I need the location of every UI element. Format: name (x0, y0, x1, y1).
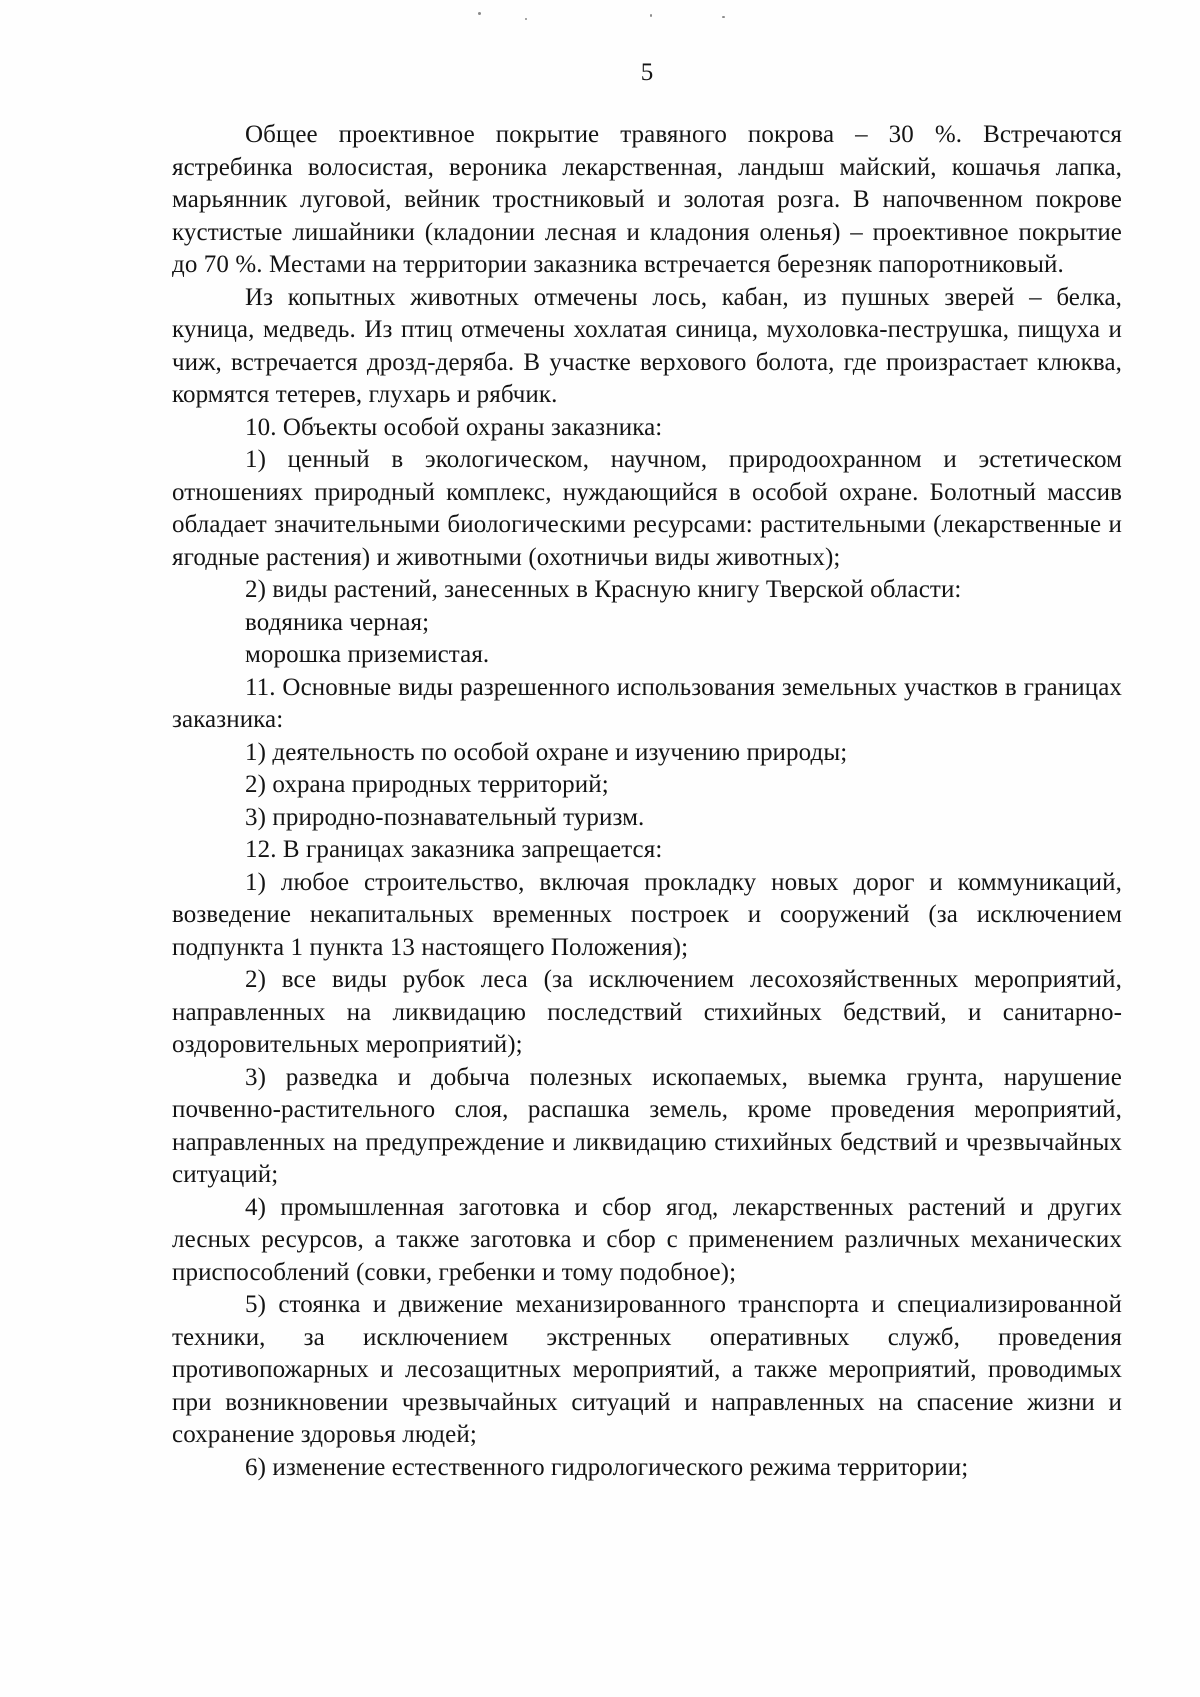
section-12-item-4: 4) промышленная заготовка и сбор ягод, лекарственных растений и других лесных ресурсов, а также заготовка и сбор с применением различных механических приспособлений (совки, гребенки и тому подобное); (172, 1193, 1122, 1286)
section-10-species-2: морошка приземистая. (245, 641, 490, 668)
section-12-heading: 12. В границах заказника запрещается: (245, 836, 663, 863)
scan-speck (722, 16, 725, 18)
section-11-heading: 11. Основные виды разрешенного использования земельных участков в границах заказника: (172, 673, 1122, 733)
section-12-item-3: 3) разведка и добыча полезных ископаемых, выемка грунта, нарушение почвенно-растительного слоя, распашка земель, кроме проведения мероприятий, направленных на предупреждение и ликвидацию стихийных бедствий и чрезвычайных ситуаций; (172, 1063, 1122, 1188)
section-10-item-1: 1) ценный в экологическом, научном, природоохранном и эстетическом отношениях природный комплекс, нуждающийся в особой охране. Болотный массив обладает значительными биологическими ресурсами: растительными (лекарственные и ягодные растения) и животными (охотничьи виды животных); (172, 446, 1122, 571)
section-10-heading: 10. Объекты особой охраны заказника: (245, 413, 663, 441)
scan-speck (478, 12, 481, 15)
section-12-item-6: 6) изменение естественного гидрологического режима территории; (245, 1453, 969, 1481)
paragraph-grass-cover: Общее проективное покрытие травяного покрова – 30 %. Встречаются ястребинка волосистая, вероника лекарственная, ландыш майский, кошачья лапка, марьянник луговой, вейник тростниковый и золотая розга. В напочвенном покрове кустистые лишайники (кладонии лесная и кладония оленья) – проективное покрытие до 70 %. Местами на территории заказника встречается березняк папоротниковый. (172, 121, 1122, 278)
scan-speck (650, 14, 652, 17)
section-12-item-2: 2) все виды рубок леса (за исключением лесохозяйственных мероприятий, направленных на ликвидацию последствий стихийных бедствий, и санитарно-оздоровительных мероприятий); (172, 966, 1122, 1058)
section-12-item-1: 1) любое строительство, включая прокладку новых дорог и коммуникаций, возведение некапитальных временных построек и сооружений (за исключением подпункта 1 пункта 13 настоящего Положения); (172, 868, 1122, 961)
section-10-item-2: 2) виды растений, занесенных в Красную книгу Тверской области: (245, 576, 962, 603)
section-12-item-5: 5) стоянка и движение механизированного транспорта и специализированной техники, за исключением экстренных оперативных служб, проведения противопожарных и лесозащитных мероприятий, а также мероприятий, проводимых при возникновении чрезвычайных ситуаций и направленных на спасение жизни и сохранение здоровья людей; (172, 1291, 1122, 1448)
paragraph-fauna: Из копытных животных отмечены лось, кабан, из пушных зверей – белка, куница, медведь. Из птиц отмечены хохлатая синица, мухоловка-пеструшка, пищуха и чиж, встречается дрозд-деряба. В участке верхового болота, где произрастает клюква, кормятся тетерев, глухарь и рябчик. (172, 283, 1122, 408)
section-11-item-2: 2) охрана природных территорий; (245, 771, 609, 798)
section-10-species-1: водяника черная; (245, 608, 430, 636)
page-number: 5 (640, 59, 654, 86)
document-body (172, 119, 1122, 1484)
scan-speck (525, 18, 527, 20)
section-11-item-1: 1) деятельность по особой охране и изучению природы; (245, 738, 848, 766)
section-11-item-3: 3) природно-познавательный туризм. (245, 803, 645, 831)
